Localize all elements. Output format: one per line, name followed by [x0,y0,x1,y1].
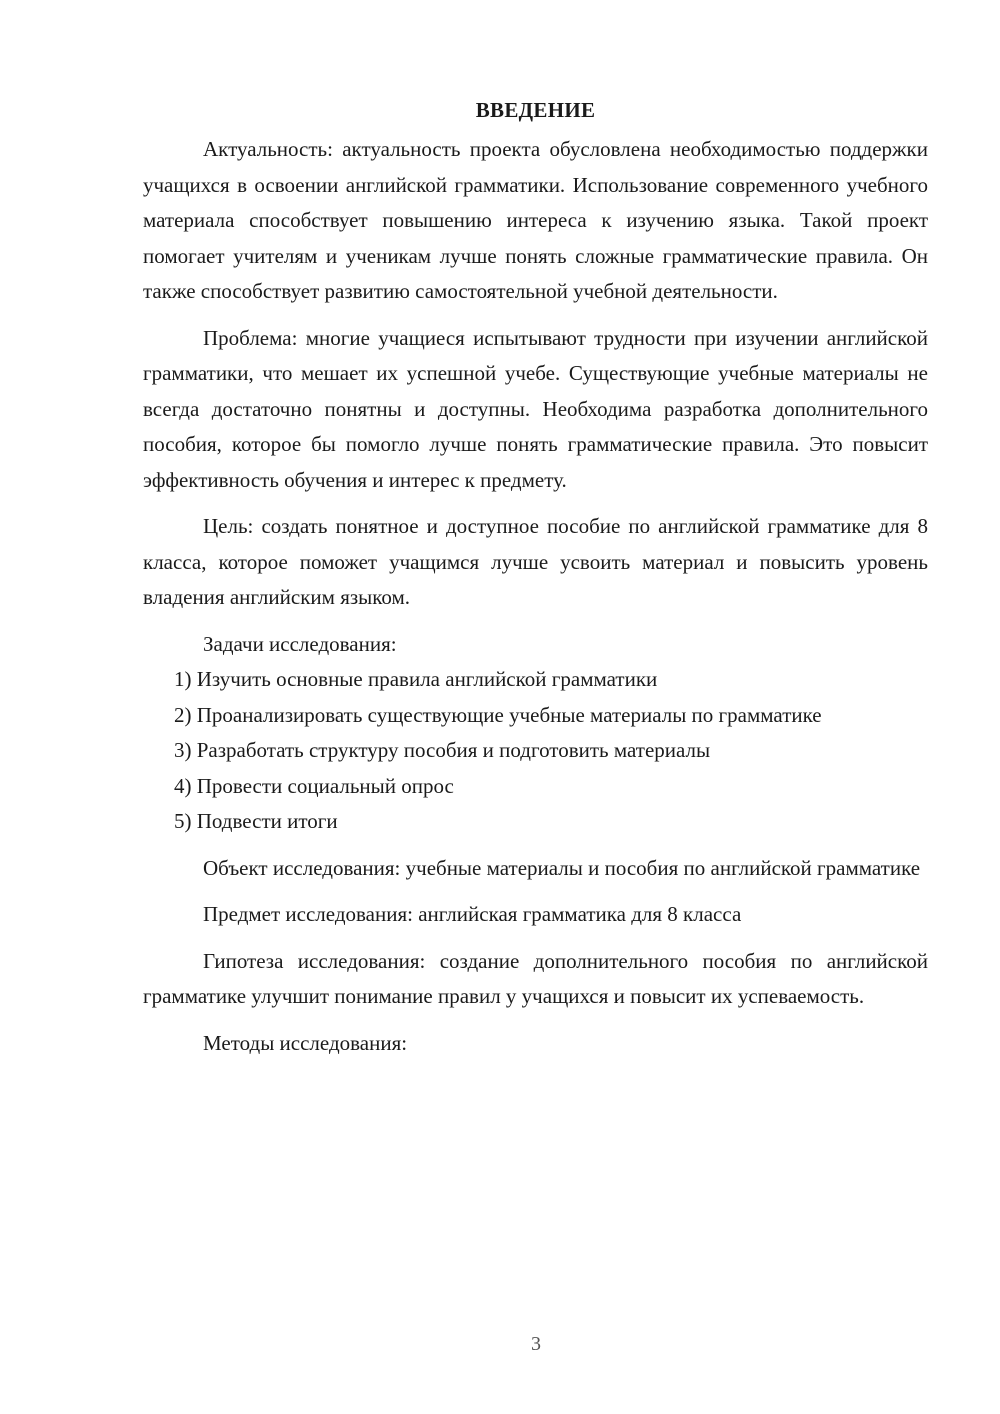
list-item: 4) Провести социальный опрос [174,773,454,798]
tasks-heading: Задачи исследования: [203,631,397,656]
paragraph-problem: Проблема: многие учащиеся испытывают трудности при изучении английской грамматики, что мешает их успешной учебе. Существующие учебные материалы не всегда достаточно понятны и доступны. Необходима разработка дополнительного пособия, которое бы помогло лучше понять грамматические правила. Это повысит эффективность обучения и интерес к предмету. [143,325,928,492]
page-content [143,92,928,1061]
list-item: 2) Проанализировать существующие учебные материалы по грамматике [174,702,822,727]
paragraph-goal: Цель: создать понятное и доступное пособие по английской грамматике для 8 класса, которое поможет учащимся лучше усвоить материал и повысить уровень владения английским языком. [143,514,928,609]
paragraph-hypothesis: Гипотеза исследования: создание дополнительного пособия по английской грамматике улучшит понимание правил у учащихся и повысит их успеваемость. [143,948,928,1008]
list-item: 5) Подвести итоги [174,809,338,833]
paragraph-relevance: Актуальность: актуальность проекта обусловлена необходимостью поддержки учащихся в освоении английской грамматики. Использование современного учебного материала способствует повышению интереса к изучению языка. Такой проект помогает учителям и ученикам лучше понять сложные грамматические правила. Он также способствует развитию самостоятельной учебной деятельности. [143,137,928,303]
list-item: 3) Разработать структуру пособия и подготовить материалы [174,738,711,762]
page-title: ВВЕДЕНИЕ [475,98,596,122]
list-item: 1) Изучить основные правила английской грамматики [174,667,658,691]
paragraph-object: Объект исследования: учебные материалы и пособия по английской грамматике [203,855,921,880]
paragraph-subject: Предмет исследования: английская грамматика для 8 класса [203,902,742,926]
page-number: 3 [531,1333,541,1355]
methods-heading: Методы исследования: [203,1030,408,1055]
tasks-list [143,662,928,840]
